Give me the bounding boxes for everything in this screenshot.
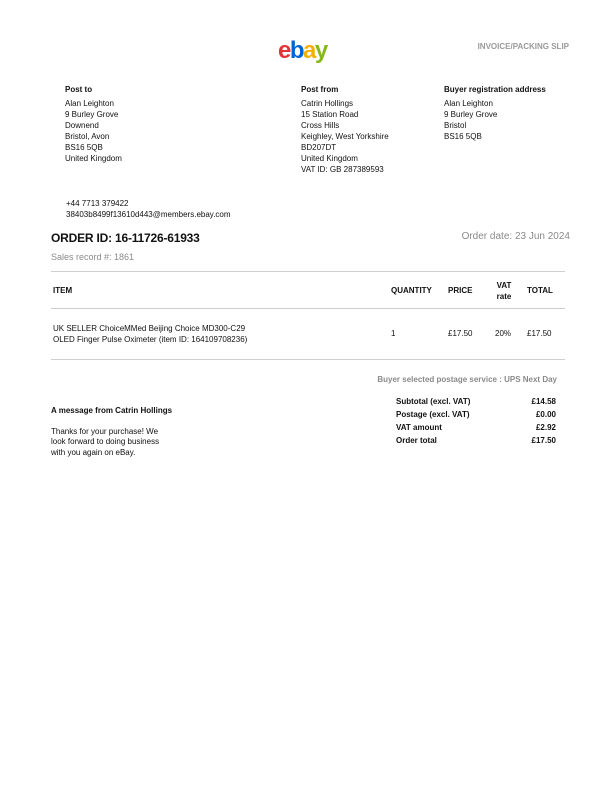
order-date: Order date: 23 Jun 2024 — [461, 231, 570, 242]
totals-row-vat — [396, 423, 556, 436]
table-row-price: £17.50 — [448, 329, 473, 338]
totals-value: £17.50 — [531, 436, 556, 445]
address-line: United Kingdom — [301, 154, 358, 163]
vat-header-line: VAT — [496, 281, 512, 290]
postage-service: Buyer selected postage service : UPS Next Day — [377, 375, 557, 384]
vat-header-line: rate — [496, 292, 512, 301]
order-totals — [396, 397, 556, 449]
table-bottom-divider — [51, 359, 565, 360]
address-line: Bristol — [444, 121, 467, 130]
address-line: 9 Burley Grove — [444, 110, 498, 119]
address-line: Downend — [65, 121, 99, 130]
table-row-total: £17.50 — [527, 329, 552, 338]
ebay-logo — [278, 38, 327, 64]
totals-value: £14.58 — [531, 397, 556, 406]
totals-label: Subtotal (excl. VAT) — [396, 397, 471, 406]
seller-message — [51, 406, 201, 458]
address-line: Bristol, Avon — [65, 132, 110, 141]
buyer-registration-heading: Buyer registration address — [444, 85, 546, 94]
seller-message-heading: A message from Catrin Hollings — [51, 406, 173, 415]
totals-row-subtotal — [396, 397, 556, 410]
logo-letter: e — [278, 37, 290, 64]
table-row-quantity: 1 — [391, 329, 396, 338]
item-description-line: OLED Finger Pulse Oximeter (item ID: 164109708236) — [53, 335, 248, 344]
totals-label: Postage (excl. VAT) — [396, 410, 470, 419]
address-line: Alan Leighton — [65, 99, 114, 108]
seller-message-line: look forward to doing business — [51, 437, 160, 446]
address-line: Cross Hills — [301, 121, 340, 130]
vat-id: VAT ID: GB 287389593 — [301, 165, 384, 174]
table-header-divider — [51, 308, 565, 309]
totals-row-postage — [396, 410, 556, 423]
logo-letter: b — [289, 37, 304, 64]
column-header-total: TOTAL — [527, 286, 553, 295]
totals-value: £0.00 — [535, 410, 556, 419]
seller-message-line: Thanks for your purchase! We — [51, 426, 159, 436]
column-header-vat-rate — [491, 280, 517, 302]
table-top-divider — [51, 271, 565, 272]
post-from-heading: Post from — [301, 85, 339, 94]
table-row-item-description — [53, 323, 383, 345]
buyer-registration-address — [444, 84, 574, 142]
address-line: 9 Burley Grove — [65, 110, 119, 119]
totals-row-order-total — [396, 436, 556, 449]
post-to-heading: Post to — [65, 85, 93, 94]
table-row-vat-rate: 20% — [495, 329, 512, 338]
column-header-item: ITEM — [53, 286, 73, 295]
post-from-address — [301, 84, 451, 175]
phone-number: +44 7713 379422 — [66, 199, 129, 208]
address-line: 15 Station Road — [301, 110, 359, 119]
item-description-line: UK SELLER ChoiceMMed Beijing Choice MD300-C29 — [53, 324, 246, 333]
document-type: INVOICE/PACKING SLIP — [477, 42, 569, 51]
totals-value: £2.92 — [535, 423, 556, 432]
totals-label: VAT amount — [396, 423, 442, 432]
column-header-quantity: QUANTITY — [391, 286, 432, 295]
post-to-address — [65, 84, 215, 164]
seller-message-line: with you again on eBay. — [51, 447, 136, 457]
address-line: BD207DT — [301, 143, 337, 152]
sales-record: Sales record #: 1861 — [51, 252, 135, 262]
order-id: ORDER ID: 16-11726-61933 — [51, 231, 200, 245]
address-line: United Kingdom — [65, 154, 122, 163]
logo-letter: a — [303, 37, 315, 64]
email-address: 38403b8499f13610d443@members.ebay.com — [66, 210, 231, 219]
address-line: Keighley, West Yorkshire — [301, 132, 389, 141]
address-line: Catrin Hollings — [301, 99, 354, 108]
address-line: BS16 5QB — [65, 143, 103, 152]
address-line: Alan Leighton — [444, 99, 493, 108]
logo-letter: y — [314, 37, 327, 64]
buyer-contact — [66, 198, 231, 220]
column-header-price: PRICE — [448, 286, 473, 295]
totals-label: Order total — [396, 436, 437, 445]
address-line: BS16 5QB — [444, 132, 482, 141]
